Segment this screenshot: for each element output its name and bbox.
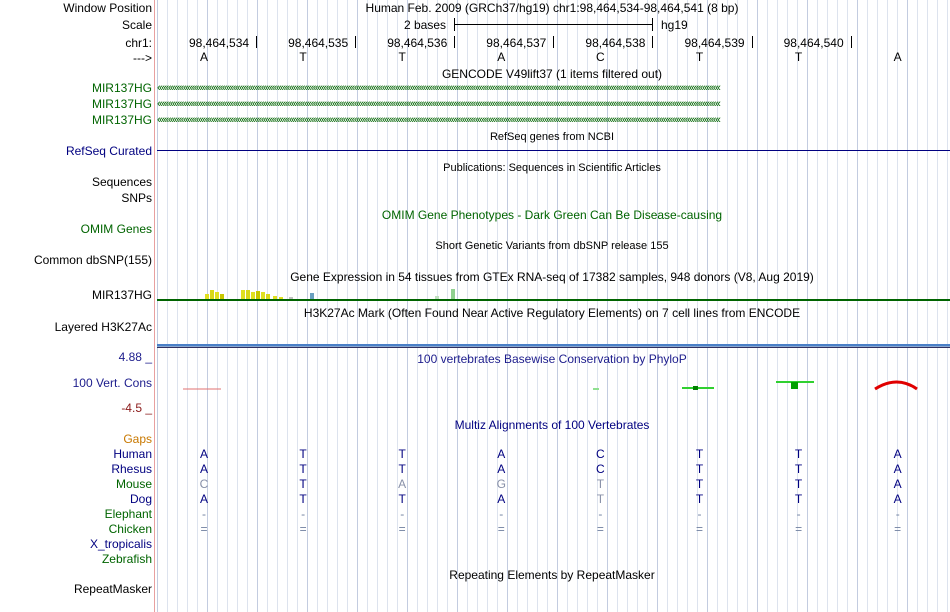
aligned-base: - — [301, 507, 306, 521]
aligned-base: T — [596, 477, 605, 491]
gtex-label[interactable]: MIR137HG — [91, 288, 152, 302]
base-letter: C — [596, 50, 605, 64]
aligned-base: C — [596, 462, 605, 476]
aligned-base: T — [794, 462, 803, 476]
refseq-title[interactable]: RefSeq genes from NCBI — [489, 131, 615, 143]
aligned-base: A — [497, 492, 506, 506]
strand-label: ---> — [133, 51, 152, 65]
aligned-base: A — [893, 492, 902, 506]
phylop-mark-2 — [593, 388, 599, 390]
h3k27ac-label[interactable]: Layered H3K27Ac — [54, 320, 152, 334]
ruler-position-label: 98,464,539 — [684, 36, 745, 50]
gencode-gene-label-2[interactable]: MIR137HG — [91, 97, 152, 111]
aligned-base: T — [695, 462, 704, 476]
phylop-mark-7 — [875, 382, 917, 389]
phylop-mark-6 — [791, 382, 798, 389]
aligned-base: - — [895, 507, 900, 521]
gencode-gene-label-1[interactable]: MIR137HG — [91, 81, 152, 95]
aligned-base: T — [695, 477, 704, 491]
aligned-base: - — [400, 507, 405, 521]
omim-label[interactable]: OMIM Genes — [80, 222, 152, 236]
sidebar-divider — [154, 0, 155, 612]
aligned-base: T — [794, 477, 803, 491]
gencode-gene-feature-3[interactable]: ‹‹‹‹‹‹‹‹‹‹‹‹‹‹‹‹‹‹‹‹‹‹‹‹‹‹‹‹‹‹‹‹‹‹‹‹‹‹‹‹‹‹‹‹‹‹‹‹‹‹‹‹‹‹‹‹‹‹‹‹‹‹‹‹‹‹‹‹‹‹‹‹‹‹‹‹‹‹‹‹‹‹‹‹‹‹‹‹‹‹‹‹‹‹‹‹‹‹‹‹‹‹‹‹‹‹‹‹‹‹‹‹‹‹‹‹‹‹‹‹‹‹‹‹‹‹‹‹‹‹‹‹‹‹‹‹‹‹‹‹‹‹‹‹‹‹‹‹‹‹‹‹‹‹‹‹‹‹‹‹‹‹‹‹‹‹‹‹‹‹‹‹‹‹‹‹‹‹‹‹‹‹‹‹‹‹‹‹‹‹‹‹‹‹‹‹‹‹‹‹‹‹‹‹‹‹‹‹‹‹‹‹‹‹‹‹‹‹‹‹‹‹‹‹‹‹‹‹‹‹‹‹‹‹‹‹‹‹‹‹‹‹‹‹‹‹‹‹‹‹‹‹‹‹‹‹‹‹‹‹ — [157, 114, 720, 126]
aligned-base: - — [202, 507, 206, 521]
scale-bar-left — [454, 18, 455, 31]
gtex-tissue-bar — [210, 290, 214, 299]
dbsnp-label[interactable]: Common dbSNP(155) — [33, 253, 152, 267]
sequences-label[interactable]: Sequences — [91, 175, 152, 189]
ruler-tick — [454, 36, 455, 48]
scale-label: Scale — [121, 18, 152, 32]
base-letter: T — [299, 50, 307, 64]
ruler-tick — [256, 36, 257, 48]
gtex-gene-line — [157, 299, 950, 301]
chrom-label: chr1: — [125, 36, 152, 50]
ruler-position-label: 98,464,540 — [783, 36, 844, 50]
aligned-base: T — [299, 447, 307, 461]
aligned-base: T — [398, 447, 406, 461]
gencode-gene-label-3[interactable]: MIR137HG — [91, 113, 152, 127]
refseq-label[interactable]: RefSeq Curated — [65, 144, 152, 158]
base-letter: T — [794, 50, 803, 64]
aligned-base: = — [200, 522, 208, 536]
aligned-base: = — [398, 522, 406, 536]
base-letter: A — [199, 50, 208, 64]
aligned-base: A — [199, 462, 208, 476]
aligned-base: A — [893, 462, 902, 476]
phylop-max-label: 4.88 _ — [118, 350, 152, 364]
ruler-tick — [752, 36, 753, 48]
species-label[interactable]: Mouse — [115, 477, 152, 491]
aligned-base: = — [497, 522, 505, 536]
phylop-title[interactable]: 100 vertebrates Basewise Conservation by PhyloP — [417, 352, 687, 366]
gtex-tissue-bar — [246, 290, 250, 299]
h3k27ac-title[interactable]: H3K27Ac Mark (Often Found Near Active Regulatory Elements) on 7 cell lines from ENCODE — [303, 306, 801, 320]
assembly-title: Human Feb. 2009 (GRCh37/hg19) chr1:98,464,534-98,464,541 (8 bp) — [365, 1, 739, 15]
ruler-position-label: 98,464,535 — [288, 36, 349, 50]
aligned-base: A — [199, 492, 208, 506]
species-label[interactable]: Dog — [129, 492, 152, 506]
aligned-base: - — [796, 507, 801, 521]
aligned-base: G — [496, 477, 506, 491]
aligned-base: T — [794, 447, 803, 461]
gtex-tissue-bar — [215, 292, 219, 299]
aligned-base: = — [795, 522, 803, 536]
gtex-tissue-bar — [451, 289, 455, 299]
aligned-base: A — [893, 477, 902, 491]
aligned-base: A — [893, 447, 902, 461]
gencode-gene-feature-2[interactable]: ‹‹‹‹‹‹‹‹‹‹‹‹‹‹‹‹‹‹‹‹‹‹‹‹‹‹‹‹‹‹‹‹‹‹‹‹‹‹‹‹‹‹‹‹‹‹‹‹‹‹‹‹‹‹‹‹‹‹‹‹‹‹‹‹‹‹‹‹‹‹‹‹‹‹‹‹‹‹‹‹‹‹‹‹‹‹‹‹‹‹‹‹‹‹‹‹‹‹‹‹‹‹‹‹‹‹‹‹‹‹‹‹‹‹‹‹‹‹‹‹‹‹‹‹‹‹‹‹‹‹‹‹‹‹‹‹‹‹‹‹‹‹‹‹‹‹‹‹‹‹‹‹‹‹‹‹‹‹‹‹‹‹‹‹‹‹‹‹‹‹‹‹‹‹‹‹‹‹‹‹‹‹‹‹‹‹‹‹‹‹‹‹‹‹‹‹‹‹‹‹‹‹‹‹‹‹‹‹‹‹‹‹‹‹‹‹‹‹‹‹‹‹‹‹‹‹‹‹‹‹‹‹‹‹‹‹‹‹‹‹‹‹‹‹‹‹‹‹‹‹‹‹‹‹‹‹‹‹‹‹ — [157, 98, 720, 110]
aligned-base: - — [499, 507, 504, 521]
publications-title[interactable]: Publications: Sequences in Scientific Articles — [443, 162, 661, 174]
aligned-base: T — [299, 477, 307, 491]
ruler-position-label: 98,464,536 — [387, 36, 448, 50]
omim-title[interactable]: OMIM Gene Phenotypes - Dark Green Can Be Disease-causing — [381, 208, 723, 222]
gencode-title[interactable]: GENCODE V49lift37 (1 items filtered out) — [441, 67, 663, 81]
aligned-base: T — [695, 492, 704, 506]
aligned-base: A — [497, 462, 506, 476]
ruler-tick — [553, 36, 554, 48]
repeatmasker-label[interactable]: RepeatMasker — [73, 582, 152, 596]
aligned-base: C — [596, 447, 605, 461]
gencode-gene-feature-1[interactable]: ‹‹‹‹‹‹‹‹‹‹‹‹‹‹‹‹‹‹‹‹‹‹‹‹‹‹‹‹‹‹‹‹‹‹‹‹‹‹‹‹‹‹‹‹‹‹‹‹‹‹‹‹‹‹‹‹‹‹‹‹‹‹‹‹‹‹‹‹‹‹‹‹‹‹‹‹‹‹‹‹‹‹‹‹‹‹‹‹‹‹‹‹‹‹‹‹‹‹‹‹‹‹‹‹‹‹‹‹‹‹‹‹‹‹‹‹‹‹‹‹‹‹‹‹‹‹‹‹‹‹‹‹‹‹‹‹‹‹‹‹‹‹‹‹‹‹‹‹‹‹‹‹‹‹‹‹‹‹‹‹‹‹‹‹‹‹‹‹‹‹‹‹‹‹‹‹‹‹‹‹‹‹‹‹‹‹‹‹‹‹‹‹‹‹‹‹‹‹‹‹‹‹‹‹‹‹‹‹‹‹‹‹‹‹‹‹‹‹‹‹‹‹‹‹‹‹‹‹‹‹‹‹‹‹‹‹‹‹‹‹‹‹‹‹‹‹‹‹‹‹‹‹‹‹‹‹‹‹‹‹ — [157, 82, 720, 94]
aligned-base: = — [695, 522, 703, 536]
snps-label[interactable]: SNPs — [121, 191, 152, 205]
species-label[interactable]: Chicken — [108, 522, 152, 536]
aligned-base: T — [398, 492, 406, 506]
base-letter: T — [695, 50, 704, 64]
window-position-label: Window Position — [63, 1, 152, 15]
aligned-base: A — [398, 477, 407, 491]
aligned-base: T — [695, 447, 704, 461]
scale-bar — [455, 24, 652, 25]
aligned-base: = — [894, 522, 902, 536]
ruler-position-label: 98,464,534 — [189, 36, 250, 50]
aligned-base: T — [299, 492, 307, 506]
species-label[interactable]: Human — [113, 447, 152, 461]
scale-assembly: hg19 — [661, 18, 688, 32]
gaps-label: Gaps — [123, 432, 152, 446]
base-letter: A — [893, 50, 902, 64]
refseq-feature-line[interactable] — [157, 150, 950, 151]
species-label[interactable]: Elephant — [104, 507, 152, 521]
phylop-mark-4 — [693, 386, 698, 390]
ruler-position-label: 98,464,538 — [585, 36, 646, 50]
aligned-base: T — [794, 492, 803, 506]
aligned-base: = — [596, 522, 604, 536]
phylop-min-label: -4.5 _ — [121, 401, 152, 415]
scale-text: 2 bases — [404, 18, 447, 32]
phylop-label[interactable]: 100 Vert. Cons — [72, 376, 152, 390]
gtex-title[interactable]: Gene Expression in 54 tissues from GTEx RNA-seq of 17382 samples, 948 donors (V8, Aug 2019) — [290, 270, 814, 284]
aligned-base: T — [299, 462, 307, 476]
gtex-tissue-bar — [241, 290, 245, 299]
ruler-tick — [851, 36, 852, 48]
aligned-base: T — [596, 492, 605, 506]
aligned-base: - — [697, 507, 702, 521]
aligned-base: A — [497, 447, 506, 461]
scale-bar-right — [652, 18, 653, 31]
base-letter: T — [398, 50, 406, 64]
aligned-base: A — [199, 447, 208, 461]
dbsnp-title[interactable]: Short Genetic Variants from dbSNP release 155 — [435, 240, 669, 252]
species-label[interactable]: Rhesus — [111, 462, 152, 476]
species-label[interactable]: X_tropicalis — [89, 537, 152, 551]
ruler-position-label: 98,464,537 — [486, 36, 547, 50]
multiz-title[interactable]: Multiz Alignments of 100 Vertebrates — [454, 418, 650, 432]
species-label[interactable]: Zebrafish — [101, 552, 152, 566]
gtex-tissue-bar — [261, 292, 265, 299]
aligned-base: - — [598, 507, 603, 521]
aligned-base: C — [199, 477, 209, 491]
ruler-tick — [355, 36, 356, 48]
gtex-tissue-bar — [251, 292, 255, 299]
aligned-base: T — [398, 462, 406, 476]
repeatmasker-title[interactable]: Repeating Elements by RepeatMasker — [449, 568, 655, 582]
gtex-tissue-bar — [256, 291, 260, 299]
h3k27ac-signal-3 — [157, 347, 950, 348]
base-letter: A — [497, 50, 506, 64]
aligned-base: = — [299, 522, 307, 536]
phylop-plot[interactable] — [157, 370, 950, 400]
ruler-tick — [652, 36, 653, 48]
